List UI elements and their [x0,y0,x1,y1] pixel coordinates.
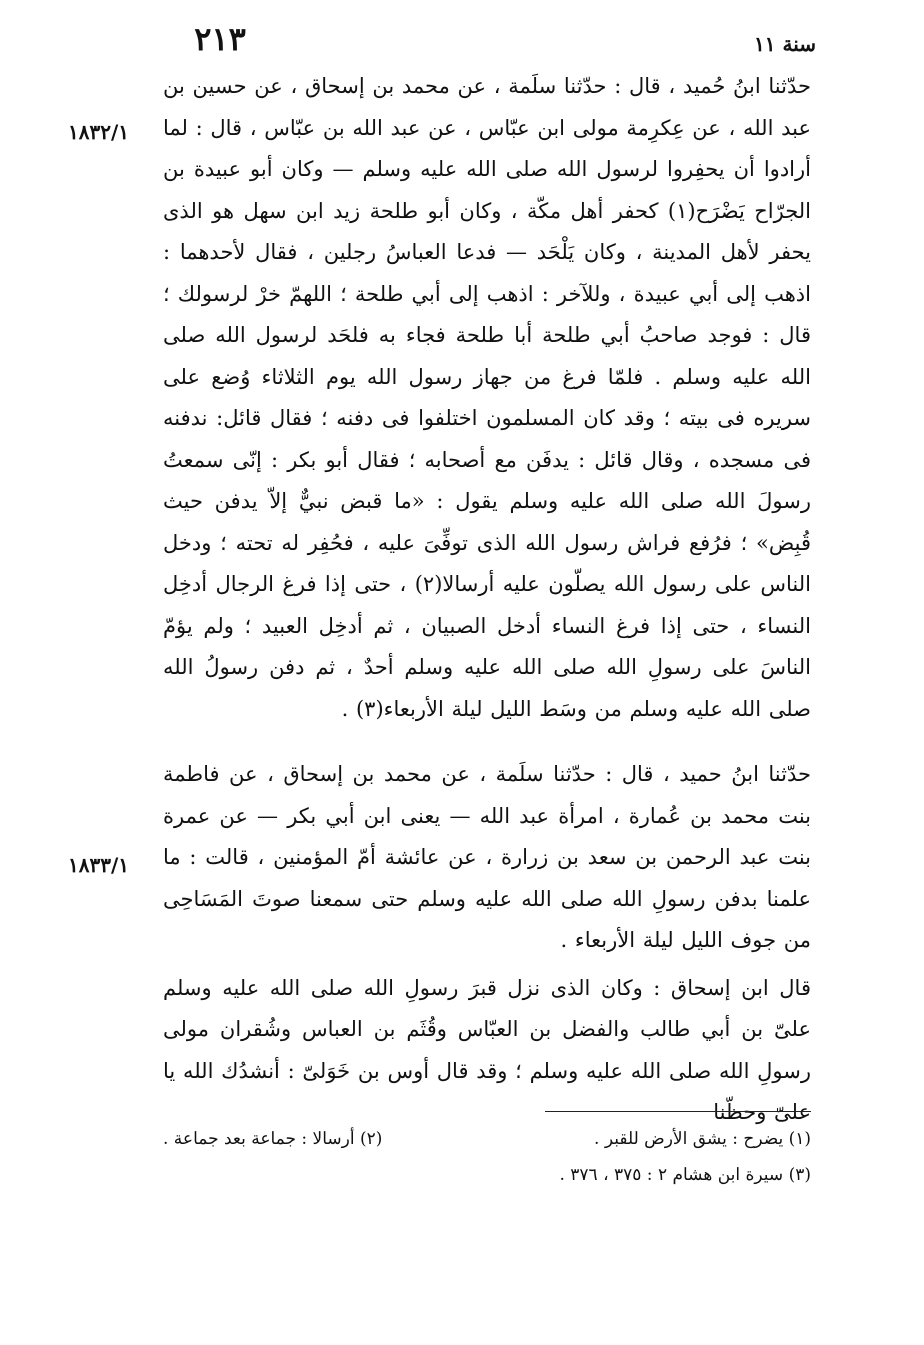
running-header-year: سنة ١١ [754,32,816,56]
footnote-divider [545,1111,811,1112]
footnote: (٣) سيرة ابن هشام ٢ : ٣٧٥ ، ٣٧٦ . [559,1165,811,1185]
paragraph: حدّثنا ابنُ حميد ، قال : حدّثنا سلَمة ، عن محمد بن إسحاق ، عن فاطمة بنت محمد بن عُمارة ، امرأة عبد الله — يعنى ابن أبي بكر — عن عمرة بنت عبد الرحمن بن سعد بن زرارة ، عن عائشة أمّ المؤمنين ، قالت : ما علمنا بدفن رسولِ الله صلى الله عليه وسلم حتى سمعنا صوتَ المَسَاحِى من جوف الليل ليلة الأربعاء . [163,762,811,952]
main-text [163,66,811,1134]
paragraph: حدّثنا ابنُ حُميد ، قال : حدّثنا سلَمة ، عن محمد بن إسحاق ، عن حسين بن عبد الله ، عن عِكرِمة مولى ابن عبّاس ، عن عبد الله بن عبّاس ، قال : لما أرادوا أن يحفِروا لرسول الله صلى الله عليه وسلم — وكان أبو عبيدة بن الجرّاح يَضْرَح(١) كحفر أهل مكّة ، وكان أبو طلحة زيد ابن سهل هو الذى يحفر لأهل المدينة ، وكان يَلْحَد — فدعا العباسُ رجلين ، فقال لأحدهما : اذهب إلى أبي عبيدة ، وللآخر : اذهب إلى أبي طلحة ؛ اللهمّ خرْ لرسولك ؛ قال : فوجد صاحبُ أبي طلحة أبا طلحة فجاء به فلحَد لرسول الله صلى الله عليه وسلم . فلمّا فرغ من جهاز رسول الله يوم الثلاثاء وُضع على سريره فى بيته ؛ وقد كان المسلمون اختلفوا فى دفنه ؛ فقال قائل: ندفنه فى مسجده ، وقال قائل : يدفَن مع أصحابه ؛ فقال أبو بكر : إنّى سمعتُ رسولَ الله صلى الله عليه وسلم يقول : «ما قبض نبيٌّ إلاّ يدفن حيث قُبِض» ؛ فرُفع فراش رسول الله الذى توفِّىَ عليه ، فحُفِر له تحته ؛ ودخل الناس على رسول الله يصلّون عليه أرسالا(٢) ، حتى إذا فرغ الرجال أدخِل النساء ، حتى إذا فرغ النساء أدخل الصبيان ، ثم أدخِل العبيد ؛ ولم يؤمّ الناسَ على رسولِ الله صلى الله عليه وسلم أحدٌ ، ثم دفن رسولُ الله صلى الله عليه وسلم من وسَط الليل ليلة الأربعاء(٣) . [163,74,811,721]
footnotes [163,1121,811,1193]
page-number: ٢١٣ [194,20,246,58]
paragraph: قال ابن إسحاق : وكان الذى نزل قبرَ رسولِ الله صلى الله عليه وسلم علىّ بن أبي طالب والفضل بن العبّاس وقُثَم بن العباس وشُقران مولى رسولِ الله صلى الله عليه وسلم ؛ وقد قال أوس بن خَوَلىّ : أنشدُك الله يا علىّ وحظّنا [163,975,811,1124]
margin-reference: ١٨٣٢/١ [68,120,130,144]
footnote: (١) يضرح : يشق الأرض للقبر . [594,1129,811,1149]
footnote: (٢) أرسالا : جماعة بعد جماعة . [163,1129,383,1149]
margin-reference: ١٨٣٣/١ [68,853,130,877]
